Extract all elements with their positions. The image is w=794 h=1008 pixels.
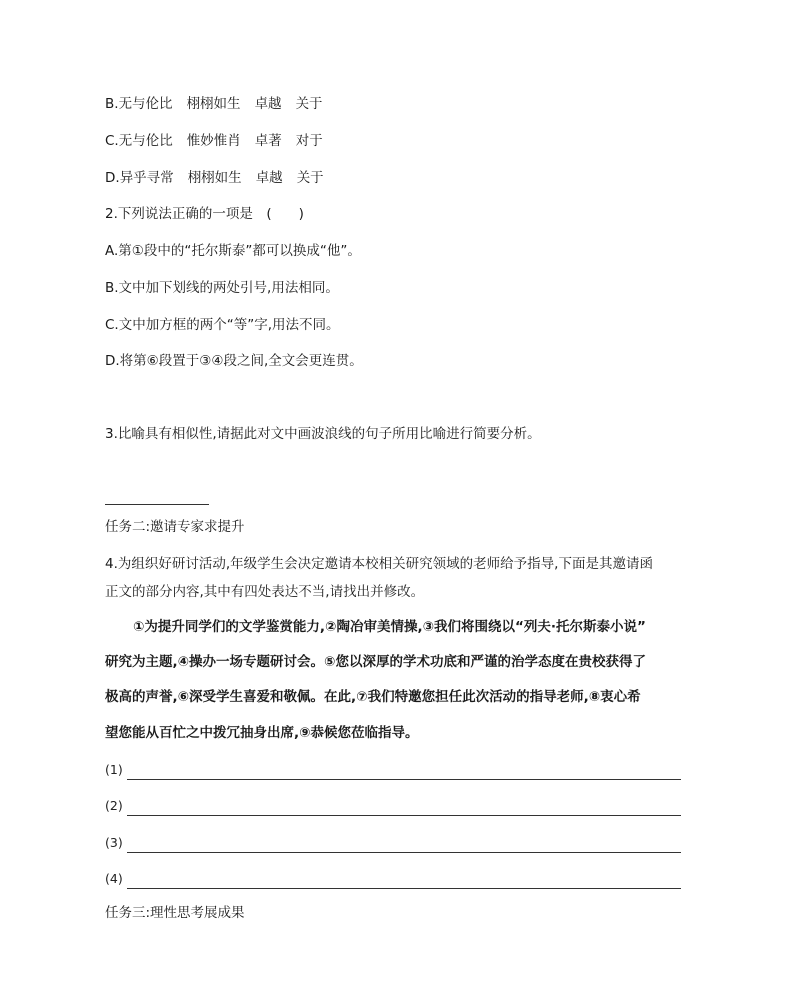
option-d (105, 169, 324, 187)
task-3-title: 任务三:理性思考展成果 (105, 905, 245, 921)
option-part: 卓著 (254, 133, 282, 149)
q2-option-d: D.将第⑥段置于③④段之间,全文会更连贯。 (105, 353, 363, 369)
option-part: 无与伦比 (118, 96, 173, 112)
option-label: D. (105, 170, 120, 186)
answer-underline[interactable] (127, 852, 681, 853)
question-2-stem: 2.下列说法正确的一项是 ( ) (105, 206, 304, 222)
option-label: B. (105, 96, 119, 112)
answer-row-2[interactable] (105, 798, 681, 816)
answer-number: (2) (105, 798, 123, 813)
answer-underline[interactable] (127, 815, 681, 816)
answer-number: (3) (105, 835, 123, 850)
option-part: 栩栩如生 (187, 170, 242, 186)
answer-number: (1) (105, 762, 123, 777)
q2-option-b: B.文中加下划线的两处引号,用法相同。 (105, 280, 339, 296)
question-4-stem-line2: 正文的部分内容,其中有四处表达不当,请找出并修改。 (105, 584, 425, 600)
answer-row-3[interactable] (105, 835, 681, 853)
divider-rule (105, 504, 209, 505)
option-part: 关于 (296, 170, 324, 186)
passage-line: 望您能从百忙之中拨冗抽身出席,⑨恭候您莅临指导。 (105, 725, 419, 741)
question-4-stem-line1: 4.为组织好研讨活动,年级学生会决定邀请本校相关研究领域的老师给予指导,下面是其邀请函 (105, 556, 653, 572)
option-part: 关于 (295, 96, 323, 112)
option-b (105, 95, 323, 113)
option-c (105, 132, 323, 150)
q2-option-a: A.第①段中的“托尔斯泰”都可以换成“他”。 (105, 243, 361, 259)
answer-underline[interactable] (127, 888, 681, 889)
q2-option-c: C.文中加方框的两个“等”字,用法不同。 (105, 317, 340, 333)
option-label: C. (105, 133, 119, 149)
answer-underline[interactable] (127, 779, 681, 780)
option-part: 惟妙惟肖 (186, 133, 241, 149)
answer-row-1[interactable] (105, 762, 681, 780)
option-part: 卓越 (255, 170, 283, 186)
option-part: 栩栩如生 (186, 96, 241, 112)
answer-row-4[interactable] (105, 871, 681, 889)
task-2-title: 任务二:邀请专家求提升 (105, 519, 245, 535)
option-part: 卓越 (254, 96, 282, 112)
passage-line: 研究为主题,④操办一场专题研讨会。⑤您以深厚的学术功底和严谨的治学态度在贵校获得了 (105, 654, 646, 670)
option-part: 异乎寻常 (119, 170, 174, 186)
option-part: 无与伦比 (118, 133, 173, 149)
option-part: 对于 (295, 133, 323, 149)
passage-line: 极高的声誉,⑥深受学生喜爱和敬佩。在此,⑦我们特邀您担任此次活动的指导老师,⑧衷心希 (105, 689, 641, 705)
answer-number: (4) (105, 871, 123, 886)
passage-line: ①为提升同学们的文学鉴赏能力,②陶冶审美情操,③我们将围绕以“列夫·托尔斯泰小说” (133, 619, 646, 635)
question-3-stem: 3.比喻具有相似性,请据此对文中画波浪线的句子所用比喻进行简要分析。 (105, 426, 541, 442)
